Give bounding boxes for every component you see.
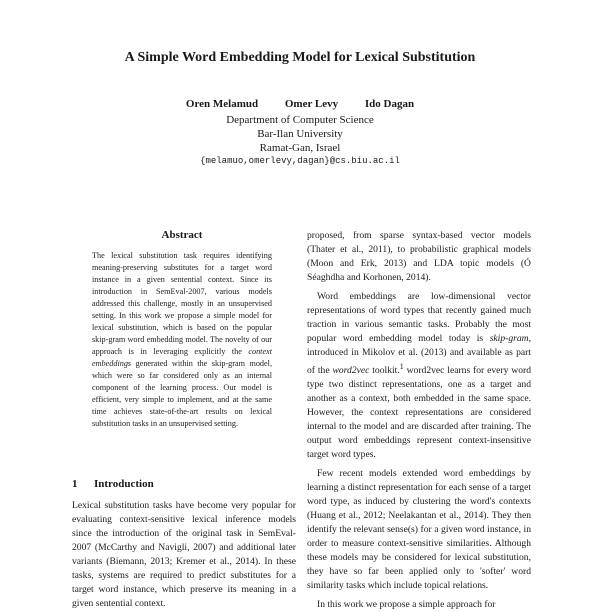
body-text: toolkit. <box>369 365 400 377</box>
abstract-body <box>92 250 272 430</box>
footnote-marker[interactable]: 1 <box>399 362 404 371</box>
body-paragraph <box>307 290 531 462</box>
body-paragraph: In this work we propose a simple approach for <box>317 599 496 611</box>
affiliation-university: Bar-Ilan University <box>257 128 343 140</box>
body-text: , introduced in Mikolov et al. (2013) and available as part of the <box>307 333 531 377</box>
body-emphasis: skip-gram <box>489 333 529 344</box>
abstract-text: The lexical substitution task requires identifying meaning-preserving substitutes for a target word instance in a given sentential context. Since its introduction in SemEval-2007, various models addressed this challenge, mostly in an unsupervised setting. In this work we propose a simple model for lexical substitution, which is based on the popular skip-gram word embedding model. The novelty of our approach is in leveraging explicitly the <box>92 251 272 356</box>
author-list <box>0 98 600 110</box>
affiliation-department: Department of Computer Science <box>226 114 374 126</box>
section-heading-introduction <box>72 478 297 490</box>
abstract-emphasis: context embeddings <box>92 347 272 368</box>
author-name: Omer Levy <box>284 98 339 110</box>
body-paragraph: Few recent models extended word embeddings by learning a distinct representation for each sense of a target word type, as induced by clustering the word's contexts (Huang et al., 2012; Neelakantan et al., 2014). They then identify the relevant sense(s) for a given word instance, in order to measure context-sensitive similarities. Although these models may be considered for lexical substitution, they have so far been applied only to 'softer' word similarity tasks which include topical relations. <box>307 468 531 592</box>
body-text: Word embeddings are low-dimensional vector representations of word types that recently gained much traction in various semantic tasks. Probably the most popular word embedding model today is <box>307 291 531 344</box>
affiliation-location: Ramat-Gan, Israel <box>259 142 341 154</box>
paper-title: A Simple Word Embedding Model for Lexical Substitution <box>124 50 476 65</box>
introduction-body <box>72 499 296 609</box>
body-paragraph: proposed, from sparse syntax-based vector models (Thater et al., 2011), to probabilistic graphical models (Moon and Erk, 2013) and LDA topic models (Ó Séaghdha and Korhonen, 2014). <box>307 230 531 283</box>
section-title: Introduction <box>94 478 154 490</box>
right-column <box>307 229 532 611</box>
abstract-paragraph <box>92 250 272 430</box>
author-name: Ido Dagan <box>364 98 415 110</box>
body-text: word2vec learns for every word type two distinct representations, one as a target and another as a context, both embedded in the same space. However, the context representations are considered internal to the model and are discarded after training. The output word embeddings represent context-insensitive target word types. <box>307 365 532 461</box>
author-name: Oren Melamud <box>185 98 259 110</box>
body-emphasis: word2vec <box>332 365 370 377</box>
abstract-text: generated within the skip-gram model, which were so far considered only as an internal component of the learning process. Our model is efficient, very simple to implement, and at the same time achieves state-of-the-art results on lexical substitution tasks in an unsupervised setting. <box>92 359 272 428</box>
introduction-paragraph: Lexical substitution tasks have become very popular for evaluating context-sensitive lexical inference models since the introduction of the original task in SemEval-2007 (McCarthy and Navigli, 2007) and additional later variants (Biemann, 2013; Kremer et al., 2014). In these tasks, systems are required to predict substitutes for a target word instance, which preserve its meaning in a given sentential context. <box>72 500 296 609</box>
abstract-heading: Abstract <box>161 229 203 241</box>
author-emails: {melamuo,omerlevy,dagan}@cs.biu.ac.il <box>200 156 400 166</box>
section-number: 1 <box>72 478 78 490</box>
